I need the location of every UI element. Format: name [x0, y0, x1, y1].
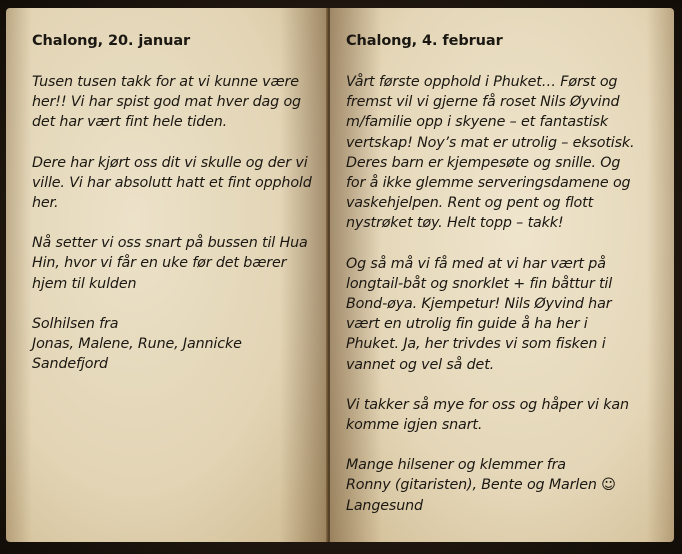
left-paragraph-2: Dere har kjørt oss dit vi skulle og der vi ville. Vi har absolutt hatt et fint opphold her.: [32, 154, 312, 212]
left-page: [6, 8, 328, 542]
left-signature: Solhilsen fra Jonas, Malene, Rune, Jannicke Sandefjord: [32, 315, 242, 373]
right-signature: Mange hilsener og klemmer fra Ronny (gitaristen), Bente og Marlen ☺ Langesund: [346, 457, 616, 514]
right-page: [330, 8, 674, 542]
right-paragraph-2: Og så må vi få med at vi har vært på longtail-båt og snorklet + fin båttur til Bond-øya. Kjempetur! Nils Øyvind har vært en utrolig fin guide å ha her i Phuket. Ja, her trivdes vi som fisken i vannet og vel så det.: [346, 255, 613, 373]
left-paragraph-3: Nå setter vi oss snart på bussen til Hua Hin, hvor vi får en uke før det bærer hjem til kulden: [32, 235, 308, 292]
right-paragraph-3: Vi takker så mye for oss og håper vi kan komme igjen snart.: [346, 396, 629, 434]
left-paragraph-1: Tusen tusen takk for at vi kunne være her!! Vi har spist god mat hver dag og det har vært fint hele tiden.: [32, 74, 301, 131]
right-paragraph-1: Vårt første opphold i Phuket… Først og fremst vil vi gjerne få roset Nils Øyvind m/familie opp i skyene – et fantastisk vertskap! Noy’s mat er utrolig – eksotisk. Deres barn er kjempesøte og snille. Og for å ikke glemme serveringsdamene og vaskehjelpen. Rent og pent og flott nystrøket tøy. Helt topp – takk!: [346, 74, 635, 232]
left-page-heading: Chalong, 20. januar: [32, 33, 191, 49]
right-page-heading: Chalong, 4. februar: [346, 33, 503, 49]
